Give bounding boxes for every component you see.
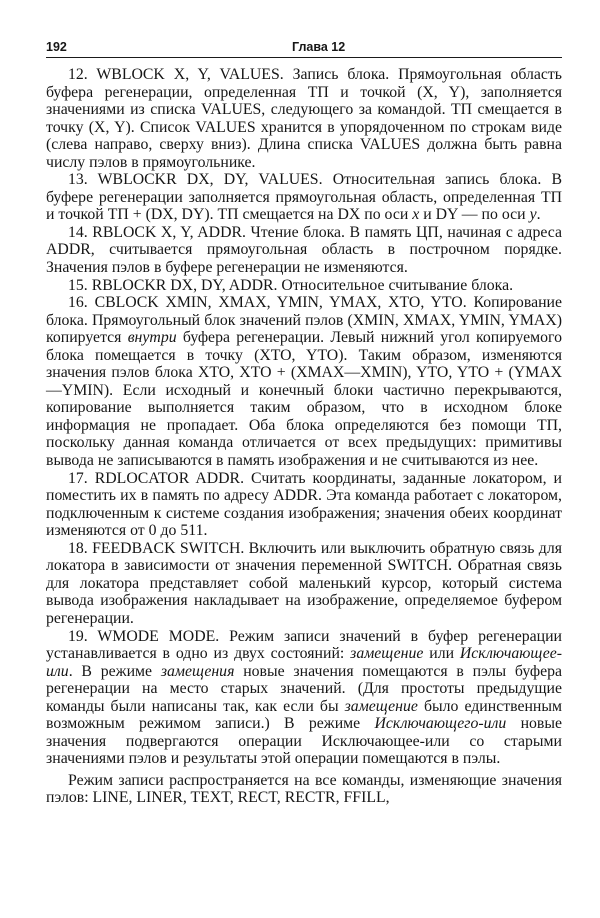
text-run: . [536,206,541,224]
text-run: буфера регенерации. Левый нижний угол копируемого блока помещается в точку (XTO, YTO). Таким образом, изменяются значения пэлов блока XTO, XTO + (XMAX—XMIN), YTO, YTO + (YMAX—YMIN). Если исходный и конечный блоки частично перекрываются, копирование выполняется таким образом, что в исходном блоке информация не пропадает. Оба блока определяются без помощи ТП, поскольку данная команда отличается от всех предыдущих: примитивы вывода не записываются в память изображения и не считываются из нее. [46,329,562,470]
text-run: 17. RDLOCATOR ADDR. Считать координаты, заданные локатором, и поместить их в память по адресу ADDR. Эта команда работает с локатором, подключенным к системе создания изображения; значения обеих координат изменяются от 0 до 511. [46,469,562,540]
text-run: или [423,645,460,663]
paragraph [46,277,562,295]
text-run: и DY — по оси [419,206,530,224]
italic-text: замещение [350,645,424,663]
page-header [46,38,562,58]
paragraph [46,628,562,768]
italic-text: x [412,206,420,224]
text-run: новые значения подвергаются операции Исключающее-или со старыми значениями пэлов и результаты этой операции помещаются в пэлы. [46,715,563,768]
text-run: новые значения помещаются в пэлы буфера регенерации на место старых значений. (Для простоты предыдущие команды были написаны так, как если бы [46,662,562,715]
text-run: 18. FEEDBACK SWITCH. Включить или выключить обратную связь для локатора в зависимости от значения переменной SWITCH. Обратная связь для локатора представляет собой маленький курсор, который система вывода изображения накладывает на изображение, определяемое буфером регенерации. [46,539,562,627]
italic-text: Исключающее-или [46,645,562,680]
italic-text: внутри [127,329,177,347]
text-run: 19. WMODE MODE. Режим записи значений в буфер регенерации устанавливается в одно из двух состояний: [46,627,562,663]
paragraph [46,294,562,469]
text-run: было единственным возможным режимом записи.) В режиме [46,697,562,733]
text-run: 13. WBLOCKR DX, DY, VALUES. Относительная запись блока. В буфере регенерации заполняется прямоугольная область, определенная ТП и точкой ТП + (DX, DY). ТП смещается на DX по оси [46,171,562,224]
text-run: 16. CBLOCK XMIN, XMAX, YMIN, YMAX, XTO, YTO. Копирование блока. Прямоугольный блок значений пэлов (XMIN, XMAX, YMIN, YMAX) копируется [46,294,562,347]
paragraph [46,171,562,224]
italic-text: замещения [160,662,235,680]
paragraph [46,224,562,277]
italic-text: Исключающего-или [374,715,507,733]
paragraph [46,772,562,807]
text-run: . В режиме [68,662,161,680]
text-run: Режим записи распространяется на все команды, изменяющие значения пэлов: LINE, LINER, TEXT, RECT, RECTR, FFILL, [46,771,562,807]
text-run: 14. RBLOCK X, Y, ADDR. Чтение блока. В память ЦП, начиная с адреса ADDR, считывается прямоугольная область в построчном порядке. Значения пэлов в буфере регенерации не изменяются. [46,223,562,277]
paragraph [46,470,562,540]
paragraph [46,540,562,628]
body-text [46,66,562,807]
chapter-title: Глава 12 [292,40,346,54]
italic-text: y [529,206,537,224]
text-run: 15. RBLOCKR DX, DY, ADDR. Относительное считывание блока. [68,276,514,294]
page-number: 192 [46,40,67,54]
paragraph [46,66,562,171]
header-rule [46,57,562,58]
text-run: 12. WBLOCK X, Y, VALUES. Запись блока. Прямоугольная область буфера регенерации, определенная ТП и точкой (X, Y), заполняется значениями из списка VALUES, следующего за командой. ТП смещается в точку (X, Y). Список VALUES хранится в упорядоченном по строкам виде (слева направо, сверху вниз). Длина списка VALUES должна быть равна числу пэлов в прямоугольнике. [46,66,562,171]
italic-text: замещение [344,697,418,715]
